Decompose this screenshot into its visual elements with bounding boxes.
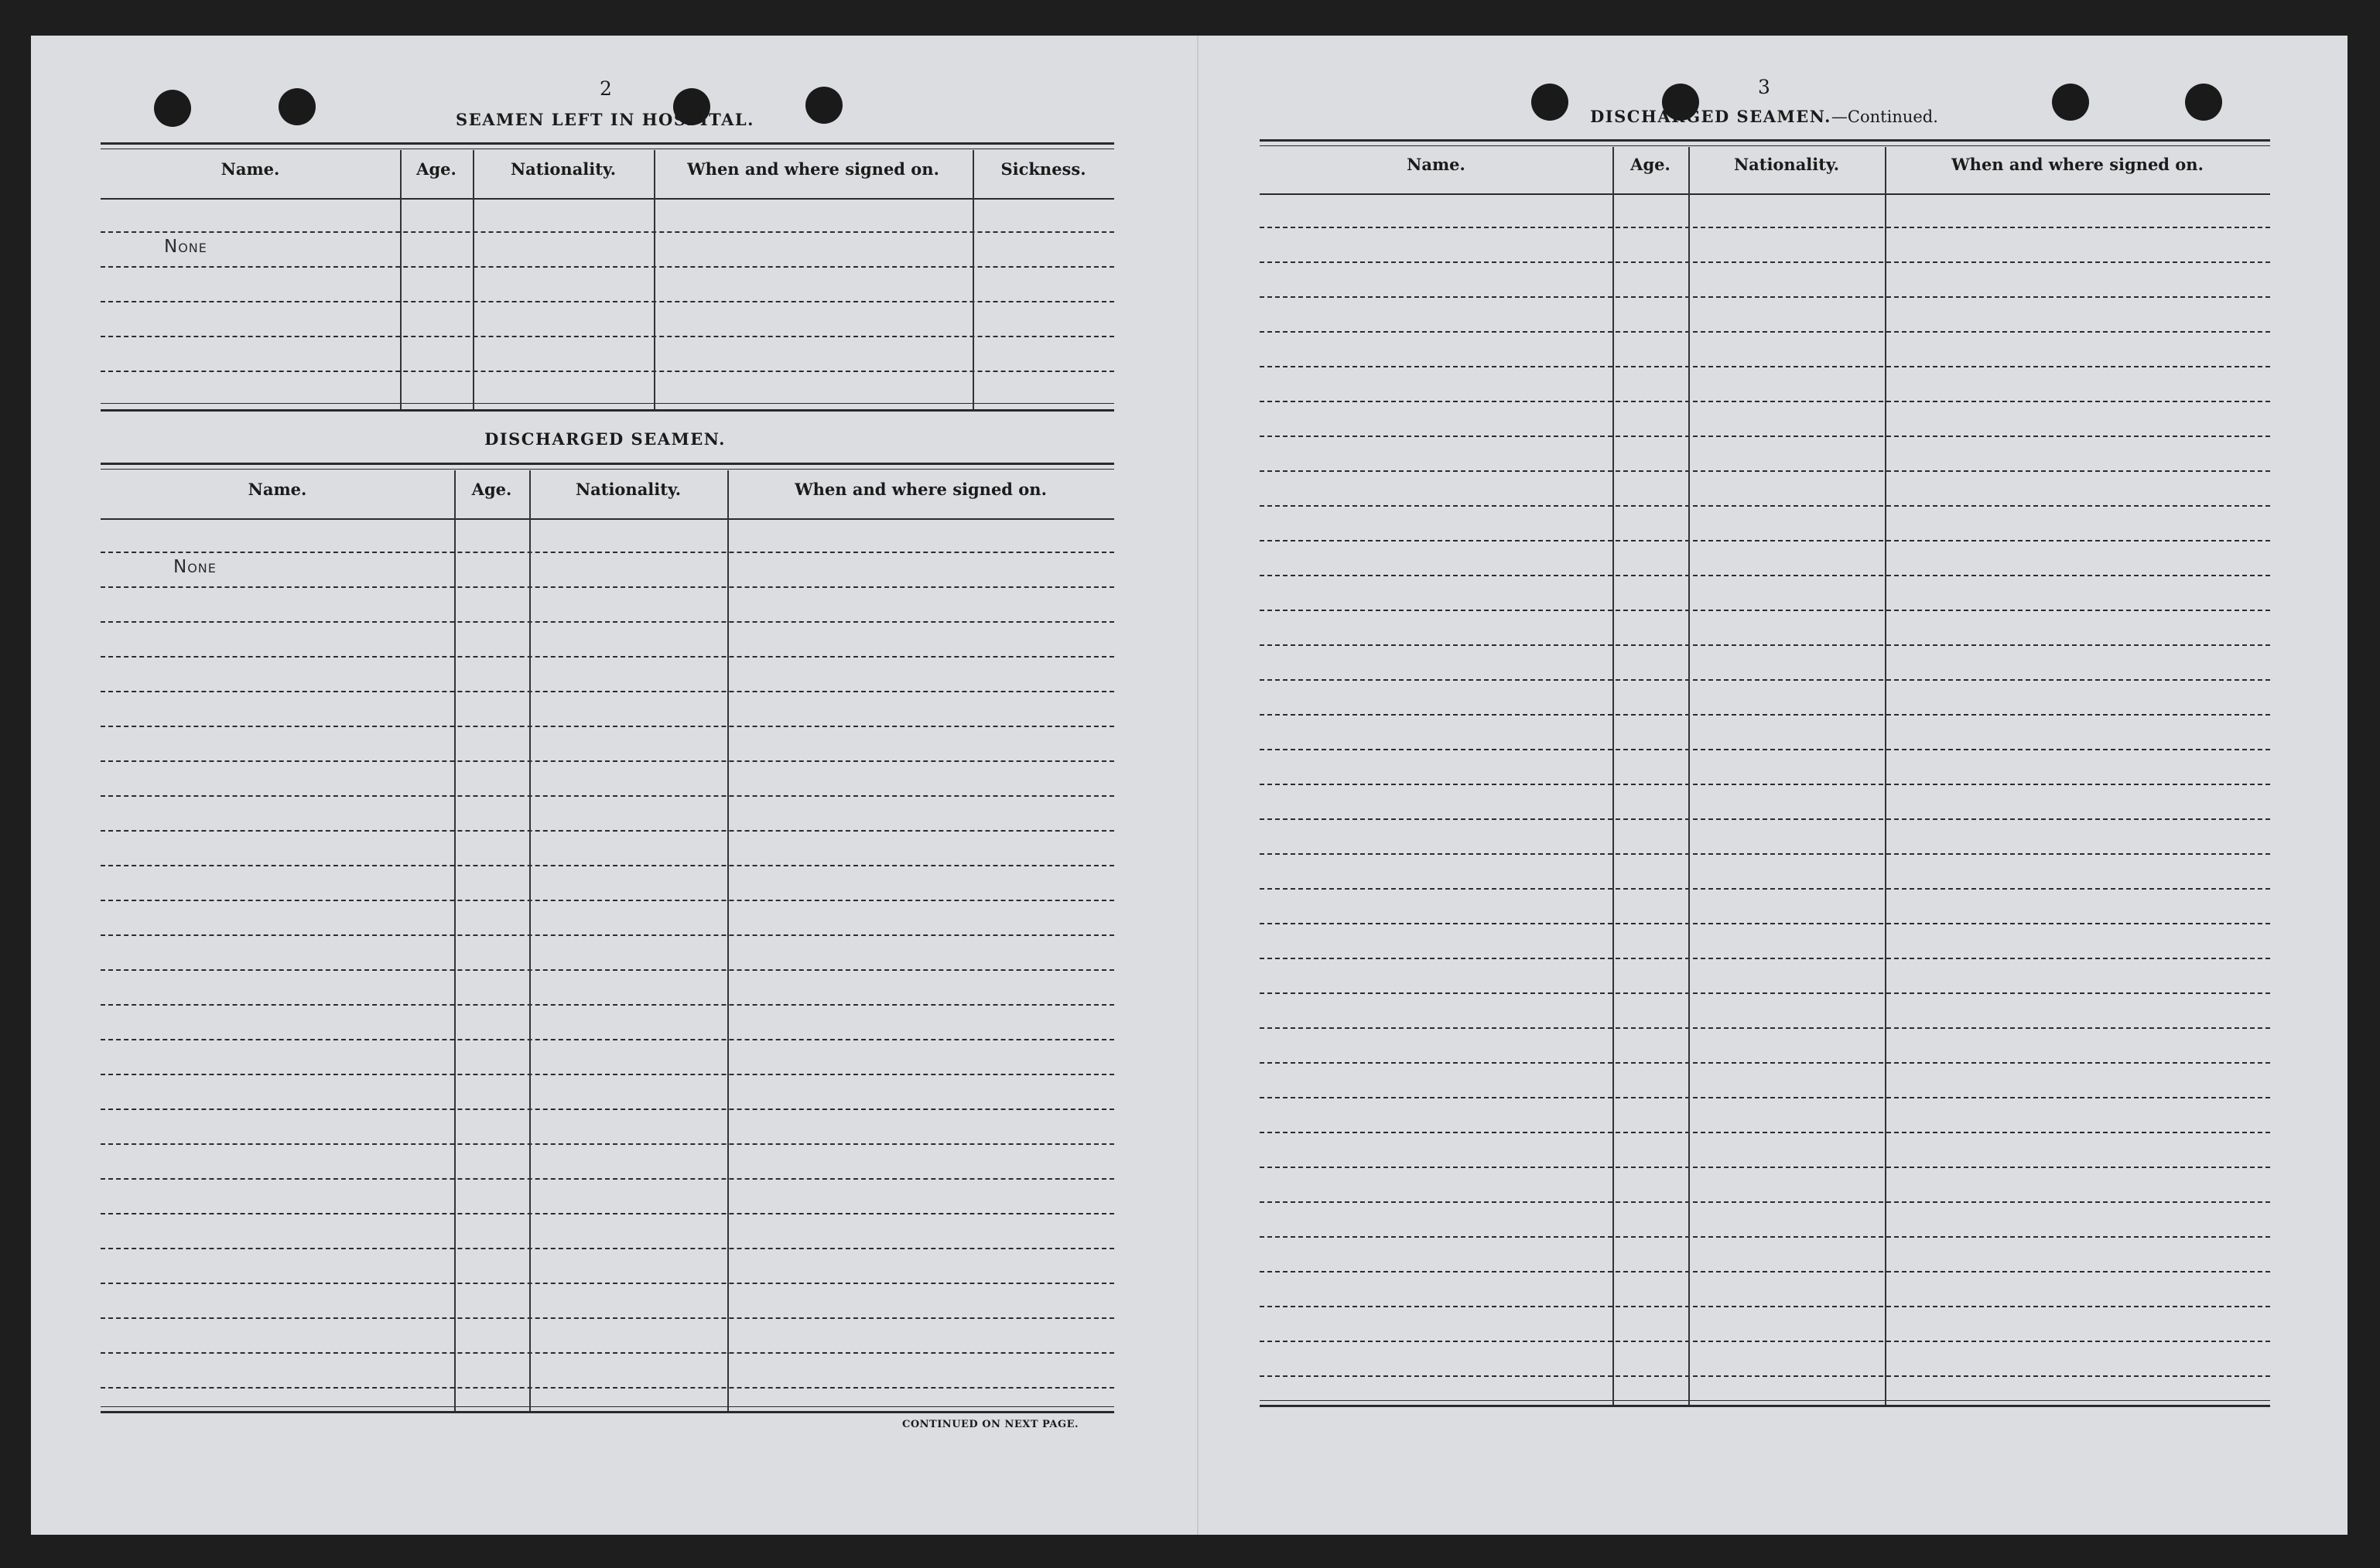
title-main: DISCHARGED SEAMEN. <box>1590 107 1831 126</box>
col-header-signed-on: When and where signed on. <box>687 159 939 179</box>
continued-footer: CONTINUED ON NEXT PAGE. <box>902 1419 1079 1430</box>
col-header-age: Age. <box>1630 155 1670 174</box>
punch-hole <box>2185 84 2222 121</box>
section-title-discharged-continued <box>1470 107 2058 126</box>
col-header-name: Name. <box>1407 155 1465 174</box>
hospital-entry-none: None <box>164 237 207 257</box>
section-title-discharged: DISCHARGED SEAMEN. <box>484 429 726 449</box>
col-header-nationality: Nationality. <box>1733 155 1840 174</box>
col-header-name: Name. <box>221 159 280 179</box>
discharged-table-right <box>1260 139 2270 1408</box>
page-fold <box>1197 36 1199 1535</box>
discharged-table-left <box>101 463 1114 1416</box>
col-header-age: Age. <box>471 480 512 499</box>
col-header-nationality: Nationality. <box>575 480 682 499</box>
col-header-signed-on: When and where signed on. <box>1951 155 2204 174</box>
page-number: 2 <box>600 77 612 100</box>
page-number: 3 <box>1758 76 1770 98</box>
punch-hole <box>279 88 316 125</box>
hospital-table <box>101 142 1114 415</box>
col-header-name: Name. <box>248 480 307 499</box>
col-header-signed-on: When and where signed on. <box>795 480 1047 499</box>
discharged-entry-none: None <box>173 557 217 577</box>
section-title-hospital: SEAMEN LEFT IN HOSPITAL. <box>456 110 754 129</box>
punch-hole <box>154 90 191 127</box>
col-header-age: Age. <box>416 159 457 179</box>
col-header-nationality: Nationality. <box>510 159 617 179</box>
col-header-sickness: Sickness. <box>1000 159 1086 179</box>
title-suffix: —Continued. <box>1831 108 1938 126</box>
